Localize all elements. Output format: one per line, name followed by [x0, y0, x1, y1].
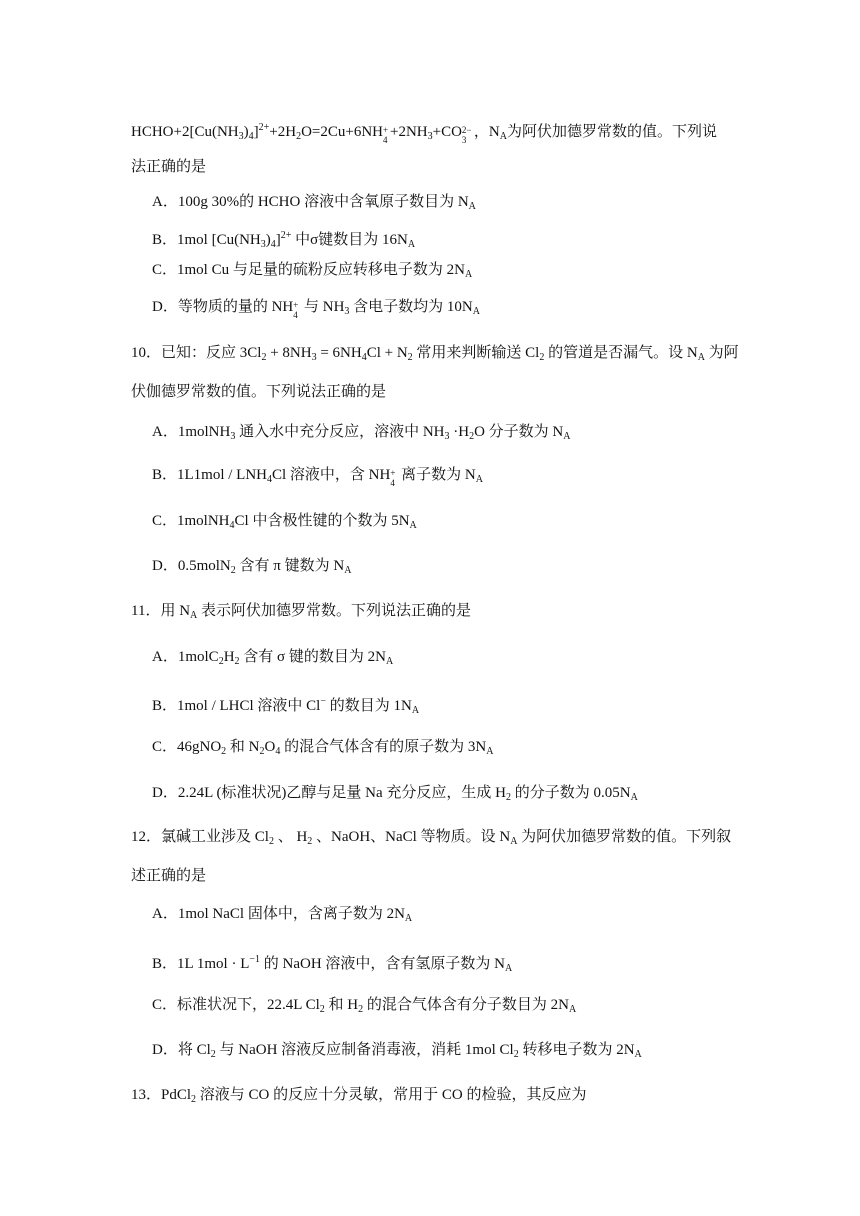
nh4-charge-stack: + 4 [382, 125, 389, 145]
q11-option-a: A．$1molC_2H_2$ 含有 σ 键的数目为 $2N_A$ [152, 649, 394, 667]
q12-stem-line2: 述正确的是 [131, 868, 207, 884]
q12-stem-line1: 12．氯碱工业涉及 $Cl_2$ 、 $H_2$ 、NaOH、NaCl 等物质。设 $N_A$ 为阿伏加德罗常数的值。下列叙 [131, 829, 732, 847]
q9-equation-line: $HCHO+2[Cu(NH_3)_4]^{2+}+2H_2O=2Cu+6NH$ + 4 $+2NH_3+CO$ 2− 3 ，$N_A$为阿伏加德罗常数的值。下列说 [131, 122, 717, 145]
q11-option-d: D．2.24L (标准状况)乙醇与足量 Na 充分反应，生成 $H_2$ 的分子数为 $0.05N_A$ [152, 785, 638, 803]
q10-option-a: A．1molNH$_3$ 通入水中充分反应，溶液中 $NH_3 \cdot H_2O$ 分子数为 $N_A$ [152, 424, 571, 442]
q12-option-a: A．1mol NaCl 固体中，含离子数为 $2N_A$ [152, 906, 413, 924]
q9-option-d: D．等物质的量的 NH + 4 与 $NH_3$ 含电子数均为 $10N_A$ [152, 299, 480, 320]
nh4-charge-stack: + 4 [293, 300, 299, 320]
co3-charge-stack: 2− 3 [461, 125, 472, 145]
q11-option-c: C．46gNO$_2$ 和 $N_2O_4$ 的混合气体含有的原子数为 $3N_A$ [152, 739, 494, 757]
q12-option-b: B．1L $1mol \cdot L^{-1}$ 的 NaOH 溶液中，含有氢原子数为 $N_A$ [152, 954, 513, 974]
q10-stem-line2: 伏伽德罗常数的值。下列说法正确的是 [131, 384, 387, 400]
q9-option-a: A．100g 30%的 HCHO 溶液中含氧原子数目为 $N_A$ [152, 194, 476, 212]
q12-option-c: C．标准状况下，22.4L $Cl_2$ 和 $H_2$ 的混合气体含有分子数目为 $2N_A$ [152, 997, 577, 1015]
q12-option-d: D．将 $Cl_2$ 与 NaOH 溶液反应制备消毒液，消耗 1mol $Cl_2$ 转移电子数为 $2N_A$ [152, 1042, 642, 1060]
nh4-charge-stack: + 4 [390, 468, 396, 488]
q11-stem: 11．用 $N_A$ 表示阿伏加德罗常数。下列说法正确的是 [131, 603, 472, 621]
q10-option-b: B．$1L1mol / LNH_4Cl$ 溶液中，含 NH + 4 离子数为 $N_A$ [152, 467, 483, 488]
q9-option-c: C．1mol Cu 与足量的硫粉反应转移电子数为 $2N_A$ [152, 262, 473, 280]
q13-stem: 13．PdCl$_2$ 溶液与 CO 的反应十分灵敏，常用于 CO 的检验，其反应为 [131, 1087, 587, 1105]
q10-option-d: D．0.5molN$_2$ 含有 π 键数为 $N_A$ [152, 558, 352, 576]
q9-option-b: B．1mol $[Cu(NH_3)_4]^{2+}$ 中σ键数目为 $16N_A$ [152, 230, 416, 250]
q9-stem-line2: 法正确的是 [131, 159, 207, 175]
q10-stem-line1: 10．已知：反应 $3Cl_2 + 8NH_3 = 6NH_4Cl + N_2$ 常用来判断输送 $Cl_2$ 的管道是否漏气。设 $N_A$ 为阿 [131, 345, 739, 363]
q10-option-c: C．1molNH$_4$Cl 中含极性键的个数为 $5N_A$ [152, 513, 417, 531]
q11-option-b: B．1mol / LHCl 溶液中 Cl− 的数目为 $1N_A$ [152, 696, 420, 716]
